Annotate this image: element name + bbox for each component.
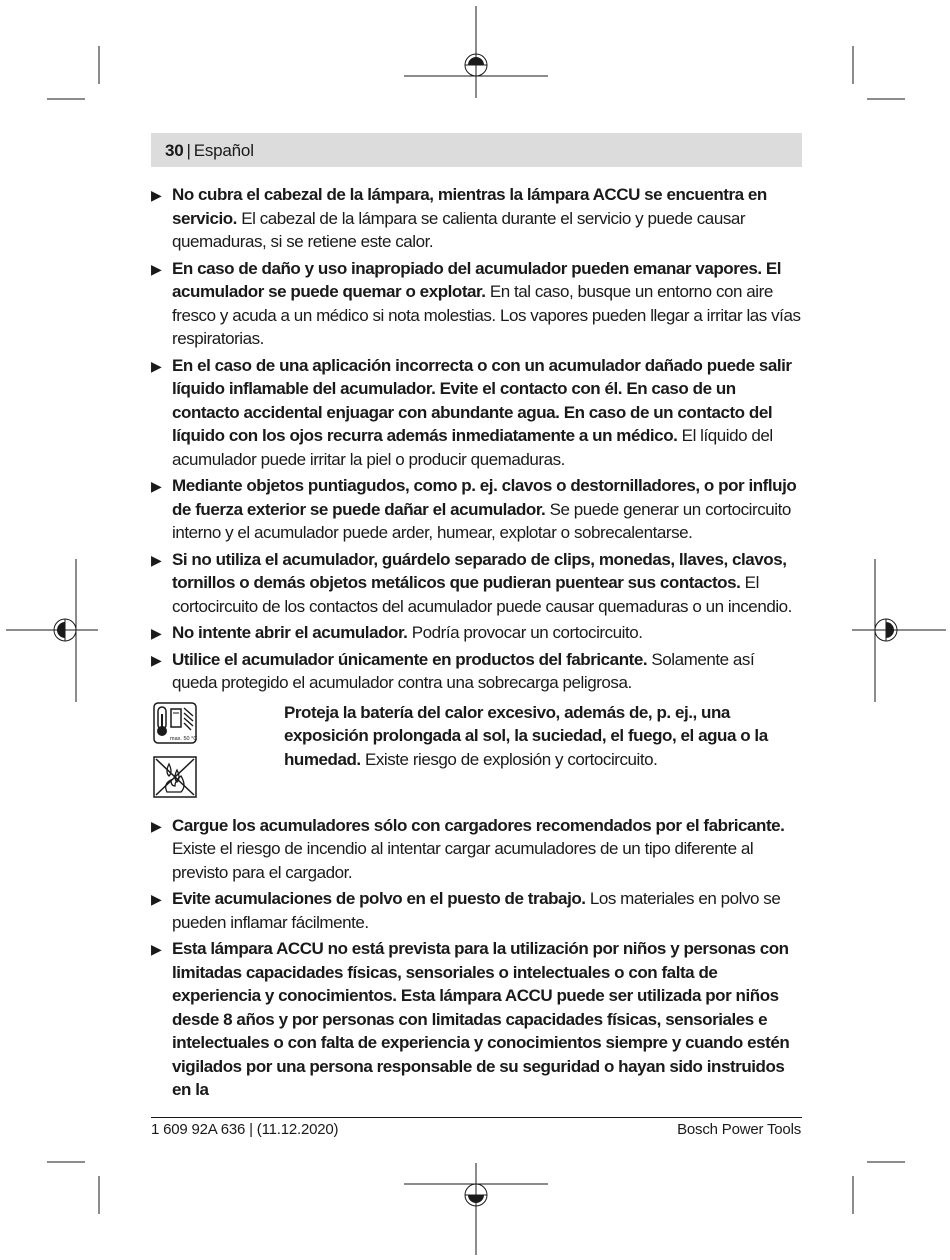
warning-item	[151, 548, 803, 619]
warning-bold: Si no utiliza el acumulador, guárdelo separado de clips, monedas, llaves, clavos, tornillos o demás objetos metálicos que pudieran puentear sus contactos.	[172, 549, 787, 592]
warning-text: Existe riesgo de explosión y cortocircuito.	[360, 749, 658, 769]
bullet-arrow-icon: ▶	[151, 187, 162, 203]
warning-item	[151, 257, 803, 351]
warning-item	[151, 648, 803, 695]
warning-bold: No intente abrir el acumulador.	[172, 623, 408, 642]
warning-bold: Esta lámpara ACCU no está prevista para la utilización por niños y personas con limitadas capacidades físicas, sensoriales o intelectuales o con falta de experiencia y conocimientos. Esta lámpara ACCU puede ser utilizada por niños desde 8 años y por personas con limitadas capacidades físicas, sensoriales e intelectuales o con falta de experiencia y conocimientos siempre y cuando estén vigilados por una persona responsable de su seguridad o hayan sido instruidos en la	[172, 939, 790, 1099]
heat-water-text	[284, 701, 799, 772]
warning-item	[151, 887, 803, 934]
warning-bold: Evite acumulaciones de polvo en el puesto de trabajo.	[172, 889, 586, 908]
no-water-fire-icon	[153, 756, 197, 798]
safety-warnings	[151, 183, 803, 1105]
bullet-arrow-icon: ▶	[151, 817, 162, 834]
warning-bold: Cargue los acumuladores sólo con cargadores recomendados por el fabricante.	[172, 815, 785, 835]
warning-text: Existe el riesgo de incendio al intentar cargar acumuladores de un tipo diferente al previsto para el cargador.	[172, 839, 754, 882]
warning-item	[151, 814, 803, 885]
warning-text: El cabezal de la lámpara se calienta durante el servicio y puede causar quemaduras, si se retiene este calor.	[172, 208, 746, 251]
warning-bold: No cubra el cabezal de la lámpara, mientras la lámpara ACCU se encuentra en servicio.	[172, 185, 767, 228]
footer-brand: Bosch Power Tools	[677, 1121, 801, 1138]
thermometer-sun-icon	[153, 702, 197, 744]
bullet-arrow-icon: ▶	[151, 891, 162, 907]
footer-rule	[151, 1117, 802, 1118]
footer-doc-id: 1 609 92A 636 | (11.12.2020)	[151, 1121, 339, 1138]
bullet-arrow-icon: ▶	[151, 651, 162, 668]
warning-item	[151, 354, 803, 472]
bullet-arrow-icon: ▶	[151, 941, 162, 957]
warning-text: En tal caso, busque un entorno con aire fresco y acuda a un médico si nota molestias. Los vapores pueden llegar a irritar las vías respiratorias.	[172, 282, 801, 348]
warning-text: El cortocircuito de los contactos del acumulador puede causar quemaduras o un incendio.	[172, 573, 792, 616]
header-separator: |	[186, 141, 191, 160]
header-language: Español	[193, 141, 254, 160]
warning-text: Podría provocar un cortocircuito.	[407, 623, 643, 642]
bullet-arrow-icon: ▶	[151, 260, 162, 277]
heat-water-warning	[151, 702, 803, 807]
warning-text: Se puede generar un cortocircuito interno y el acumulador puede arder, humear, explotar o sobrecalentarse.	[172, 499, 791, 542]
bullet-arrow-icon: ▶	[151, 551, 162, 568]
warning-bold: En caso de daño y uso inapropiado del acumulador pueden emanar vapores. El acumulador se puede quemar o explotar.	[172, 258, 782, 301]
bullet-arrow-icon: ▶	[151, 357, 162, 374]
warning-item	[151, 474, 803, 545]
warning-item	[151, 621, 803, 645]
warning-bold: Proteja la batería del calor excesivo, además de, p. ej., una exposición prolongada al sol, la suciedad, el fuego, el agua o la humedad.	[284, 702, 768, 769]
warning-bold: En el caso de una aplicación incorrecta o con un acumulador dañado puede salir líquido inflamable del acumulador. Evite el contacto con él. En caso de un contacto accidental enjuagar con abundante agua. En caso de un contacto del líquido con los ojos recurra además inmediatamente a un médico.	[172, 355, 792, 445]
page-header	[165, 141, 254, 161]
bullet-arrow-icon: ▶	[151, 478, 162, 494]
warning-text: El líquido del acumulador puede irritar la piel o producir quemaduras.	[172, 426, 773, 469]
bullet-arrow-icon: ▶	[151, 625, 162, 641]
page-number: 30	[165, 141, 184, 160]
warning-bold: Utilice el acumulador únicamente en productos del fabricante.	[172, 649, 648, 669]
warning-bold: Mediante objetos puntiagudos, como p. ej. clavos o destornilladores, o por influjo de fuerza exterior se puede dañar el acumulador.	[172, 476, 797, 519]
warning-text: Los materiales en polvo se pueden inflamar fácilmente.	[172, 889, 781, 932]
warning-item	[151, 183, 803, 254]
warning-item	[151, 937, 803, 1102]
warning-text: Solamente así queda protegido el acumulador contra una sobrecarga peligrosa.	[172, 649, 755, 692]
max-temp-label: max. 50 °C	[170, 735, 197, 742]
